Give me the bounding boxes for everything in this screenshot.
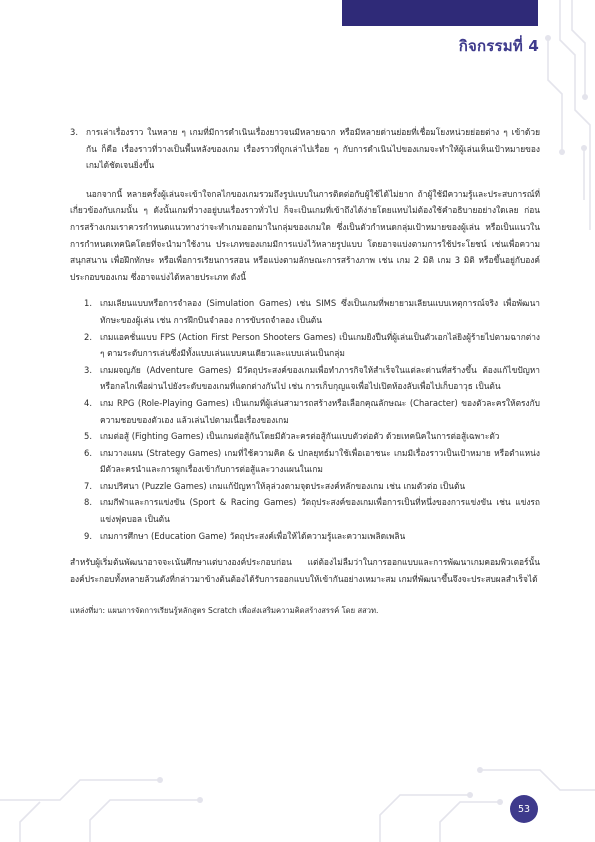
list-text: เกมกีฬาและการแข่งขัน (Sport & Racing Games) วัตถุประสงค์ของเกมเพื่อการเป็นที่หนึ่งของการแข่งขัน เช่น แข่งรถ แข่งฟุตบอล เป็นต้น bbox=[100, 497, 540, 525]
list-item bbox=[84, 494, 540, 527]
list-number: 4. bbox=[84, 397, 92, 408]
list-number: 3. bbox=[84, 364, 92, 375]
list-text: การเล่าเรื่องราว ในหลาย ๆ เกมที่มีการดำเนินเรื่องยาวจนมีหลายฉาก หรือมีหลายด่านย่อยที่เชื่อมโยงหน่วยย่อยต่าง ๆ เข้าด้วยกัน ก็คือ เรื่องราวที่วางเป็นพื้นหลังของเกม เรื่องราวที่ถูกเล่าไปเรื่อย ๆ กับการดำเนินไปของเกมจะทำให้ผู้เล่นเห็นเป้าหมายของเกมได้ชัดเจนยิ่งขึ้น bbox=[86, 127, 540, 171]
list-text: เกมแอคชั่นแบบ FPS (Action First Person Shooters Games) เป็นเกมยิงปืนที่ผู้เล่นเป็นตัวเอกไล่ยิงผู้ร้ายไปตามฉากต่าง ๆ ตามระดับการเล่นซึ่งมีทั้งแบบเล่นแบบคนเดียวและแบบเล่นเป็นกลุ่ม bbox=[100, 331, 540, 359]
list-number: 5. bbox=[84, 431, 92, 442]
list-item bbox=[84, 478, 540, 495]
list-text: เกม RPG (Role-Playing Games) เป็นเกมที่ผู้เล่นสามารถสร้างหรือเลือกคุณลักษณะ (Character) ของตัวละครให้ตรงกับความชอบของตัวเอง แล้วเล่นไปตามเนื้อเรื่องของเกม bbox=[100, 397, 540, 425]
circuit-decoration-bottom bbox=[0, 760, 595, 842]
list-item bbox=[84, 329, 540, 362]
list-number: 7. bbox=[84, 480, 92, 491]
game-types-list bbox=[84, 295, 540, 544]
list-number: 1. bbox=[84, 298, 92, 309]
page-number: 53 bbox=[517, 803, 531, 815]
list-text: เกมการศึกษา (Education Game) วัตถุประสงค์เพื่อให้ได้ความรู้และความเพลิดเพลิน bbox=[100, 530, 406, 541]
list-number: 3. bbox=[70, 127, 78, 137]
list-item bbox=[84, 528, 540, 545]
list-text: เกมเลียนแบบหรือการจำลอง (Simulation Games) เช่น SIMS ซึ่งเป็นเกมที่พยายามเลียนแบบเหตุการณ์จริง เพื่อพัฒนาทักษะของผู้เล่น เช่น การฝึกบินจำลอง การขับรถจำลอง เป็นต้น bbox=[100, 298, 540, 325]
list-text: เกมผจญภัย (Adventure Games) มีวัตถุประสงค์ของเกมเพื่อทำภารกิจให้สำเร็จในแต่ละด่านที่สร้างขึ้น ต้องแก้ไขปัญหาหรือกลไกเพื่อผ่านไปยังระดับของเกมที่แตกต่างกันไป เช่น การเก็บกุญแจเพื่อไปเปิดห้องลับเพื่อไปเก็บอาวุธ เป็นต้น bbox=[100, 364, 540, 392]
source-citation: แหล่งที่มา: แผนการจัดการเรียนรู้หลักสูตร Scratch เพื่อส่งเสริมความคิดสร้างสรรค์ โดย สสวท. bbox=[70, 606, 379, 616]
list-item bbox=[84, 395, 540, 428]
list-item bbox=[84, 362, 540, 395]
list-number: 2. bbox=[84, 331, 92, 342]
page-number-badge bbox=[510, 795, 538, 823]
body-paragraph: นอกจากนี้ หลายครั้งผู้เล่นจะเข้าใจกลไกของเกมรวมถึงรูปแบบในการติดต่อกับผู้ใช้ได้ไม่ยาก ถ้าผู้ใช้มีความรู้และประสบการณ์ที่เกี่ยวข้องกับเกมนั้น ๆ ดังนั้นเกมที่วางอยู่บนเรื่องราวทั่วไป ก็จะเป็นเกมที่เข้าถึงได้ง่ายโดยแทบไม่ต้องใช้คำอธิบายอย่างใดเลย ก่อนการสร้างเกมเราควรกำหนดแนวทางว่าจะทำเกมออกมาในกลุ่มของเกมใด ซึ่งเป็นตัวกำหนดกลุ่มเป้าหมายของผู้เล่น หรือเป็นแนวในการกำหนดเทคนิคโดยที่จะนำมาใช้งาน ประเภทของเกมมีการแบ่งไว้หลายรูปแบบ โดยอาจแบ่งตามการใช้ประโยชน์ เช่นเพื่อความสนุกสนาน เพื่อฝึกทักษะ หรือเพื่อการเรียนการสอน หรือแบ่งตามลักษณะการสร้างภาพ เช่น เกม 2 มิติ เกม 3 มิติ หรือขึ้นอยู่กับองค์ประกอบของเกม ซึ่งอาจแบ่งได้หลายประเภท ดังนี้ bbox=[70, 188, 540, 282]
list-number: 8. bbox=[84, 497, 92, 508]
list-text: เกมปริศนา (Puzzle Games) เกมแก้ปัญหาให้ลุล่วงตามจุดประสงค์หลักของเกม เช่น เกมตัวต่อ เป็นต้น bbox=[100, 480, 466, 491]
list-number: 6. bbox=[84, 447, 92, 458]
page-title: กิจกรรมที่ 4 bbox=[458, 37, 539, 55]
list-item bbox=[84, 445, 540, 478]
list-text: เกมวางแผน (Strategy Games) เกมที่ใช้ความคิด & ปกลยุทธ์มาใช้เพื่อเอาชนะ เกมมีเรื่องราวเป็นเป้าหมาย หรือตำแหน่ง มีตัวละครนำและการผูกเรื่องเข้ากับการต่อสู้และวางแผนในเกม bbox=[100, 447, 540, 475]
list-text: เกมต่อสู้ (Fighting Games) เป็นเกมต่อสู้กันโดยมีตัวละครต่อสู้กันแบบตัวต่อตัว ด้วยเทคนิคในการต่อสู้เฉพาะตัว bbox=[100, 431, 500, 442]
list-number: 9. bbox=[84, 530, 92, 541]
list-item bbox=[84, 295, 540, 328]
document-body bbox=[70, 124, 540, 620]
list-item bbox=[84, 428, 540, 445]
closing-paragraph: สำหรับผู้เริ่มต้นพัฒนาอาจจะเน้นศึกษาแต่บางองค์ประกอบก่อน แต่ต้องไม่ลืมว่าในการออกแบบและการพัฒนาเกมคอมพิวเตอร์นั้น องค์ประกอบทั้งหลายล้วนดังที่กล่าวมาข้างต้นต้องได้รับการออกแบบให้เข้ากันอย่างเหมาะสม เกมที่พัฒนาขึ้นจึงจะประสบผลสำเร็จได้ bbox=[70, 557, 540, 584]
list-item bbox=[70, 124, 540, 174]
